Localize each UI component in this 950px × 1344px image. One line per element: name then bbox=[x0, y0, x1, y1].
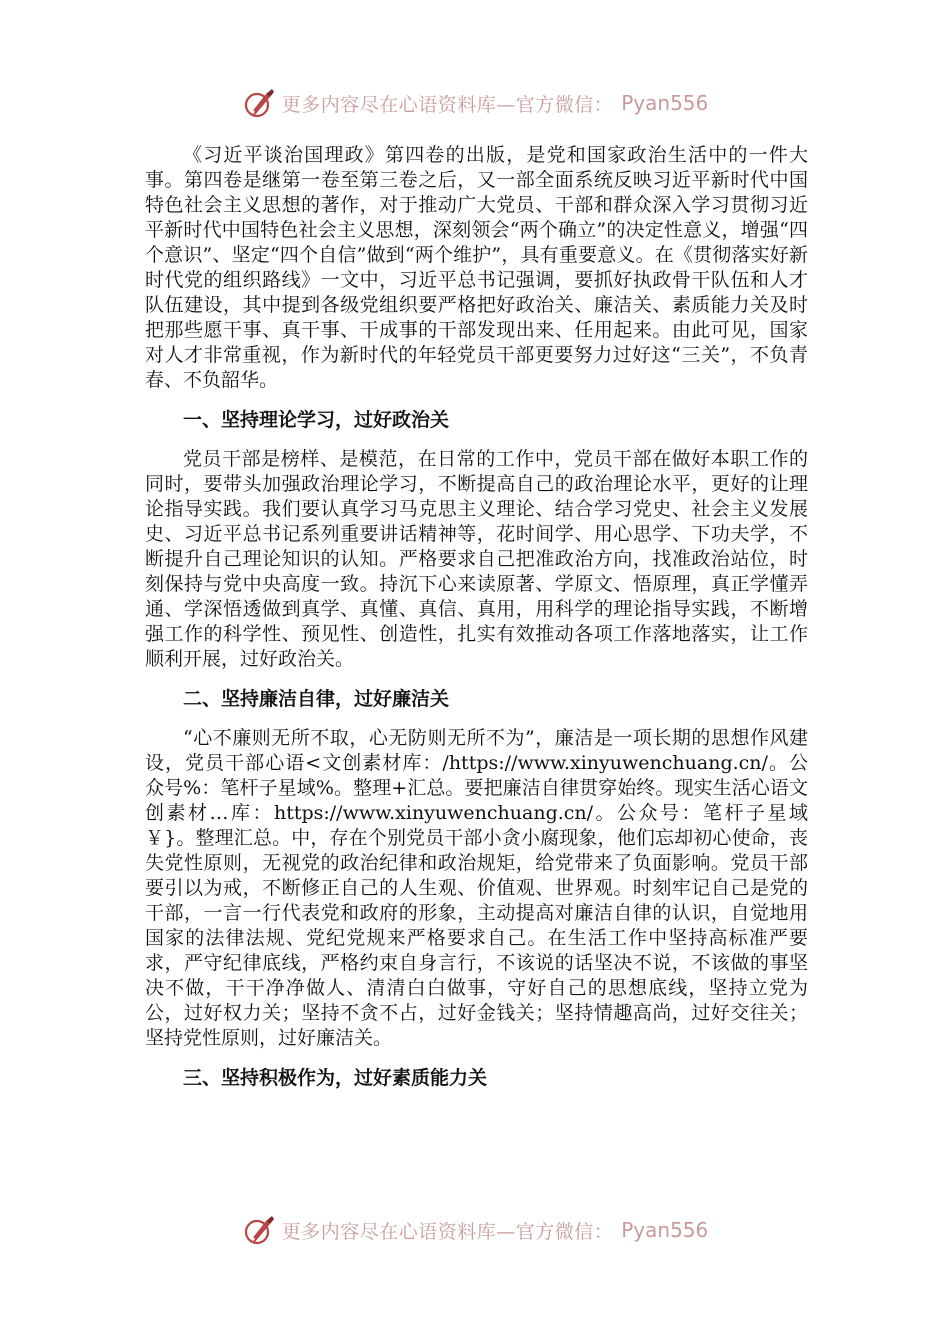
watermark-wechat-id: Pyan556 bbox=[621, 91, 709, 115]
pen-nib-logo-icon bbox=[242, 1213, 276, 1247]
section-heading-1: 一、坚持理论学习，过好政治关 bbox=[183, 409, 450, 431]
section-heading-3: 三、坚持积极作为，过好素质能力关 bbox=[183, 1067, 488, 1089]
watermark-wechat-id: Pyan556 bbox=[621, 1218, 709, 1242]
watermark-text: 更多内容尽在心语资料库—官方微信： bbox=[281, 93, 614, 116]
document-body bbox=[145, 143, 808, 1091]
section-1-paragraph: 党员干部是榜样、是模范，在日常的工作中，党员干部在做好本职工作的同时，要带头加强政治理论学习，不断提高自己的政治理论水平，更好的让理论指导实践。我们要认真学习马克思主义理论、结合学习党史、社会主义发展史、习近平总书记系列重要讲话精神等，花时间学、用心思学、下功夫学，不断提升自己理论知识的认知。严格要求自己把准政治方向，找准政治站位，时刻保持与党中央高度一致。持沉下心来读原著、学原文、悟原理，真正学懂弄通、学深悟透做到真学、真懂、真信、真用，用科学的理论指导实践，不断增强工作的科学性、预见性、创造性，扎实有效推动各项工作落地落实，让工作顺利开展，过好政治关。 bbox=[145, 448, 808, 670]
section-2-paragraph: “心不廉则无所不取，心无防则无所不为”，廉洁是一项长期的思想作风建设，党员干部心语<文创素材库：/https://www.xinyuwenchuang.cn/。公众号%：笔杆子星域%。整理+汇总。要把廉洁自律贯穿始终。现实生活心语文创素材…库：https://www.xinyuwenchuang.cn/。公众号：笔杆子星域￥}。整理汇总。中，存在个别党员干部小贪小腐现象，他们忘却初心使命，丧失党性原则，无视党的政治纪律和政治规矩，给党带来了负面影响。党员干部要引以为戒，不断修正自己的人生观、价值观、世界观。时刻牢记自己是党的干部，一言一行代表党和政府的形象，主动提高对廉洁自律的认识，自觉地用国家的法律法规、党纪党规来严格要求自己。在生活工作中坚持高标准严要求，严守纪律底线，严格约束自身言行，不该说的话坚决不说，不该做的事坚决不做，干干净净做人、清清白白做事，守好自己的思想底线，坚持立党为公，过好权力关；坚持不贪不占，过好金钱关；坚持情趣高尚，过好交往关；坚持党性原则，过好廉洁关。 bbox=[145, 727, 808, 1049]
watermark-brand bbox=[242, 1213, 709, 1247]
page-footer-watermark bbox=[0, 1213, 950, 1247]
section-heading-2: 二、坚持廉洁自律，过好廉洁关 bbox=[183, 688, 450, 710]
watermark-brand bbox=[242, 86, 709, 120]
watermark-text: 更多内容尽在心语资料库—官方微信： bbox=[281, 1220, 614, 1243]
intro-paragraph: 《习近平谈治国理政》第四卷的出版，是党和国家政治生活中的一件大事。第四卷是继第一卷至第三卷之后，又一部全面系统反映习近平新时代中国特色社会主义思想的著作，对于推动广大党员、干部和群众深入学习贯彻习近平新时代中国特色社会主义思想，深刻领会“两个确立”的决定性意义，增强“四个意识”、坚定“四个自信”做到“两个维护”，具有重要意义。在《贯彻落实好新时代党的组织路线》一文中，习近平总书记强调，要抓好执政骨干队伍和人才队伍建设，其中提到各级党组织要严格把好政治关、廉洁关、素质能力关及时把那些愿干事、真干事、干成事的干部发现出来、任用起来。由此可见，国家对人才非常重视，作为新时代的年轻党员干部更要努力过好这“三关”，不负青春、不负韶华。 bbox=[145, 144, 808, 391]
pen-nib-logo-icon bbox=[242, 86, 276, 120]
page-header-watermark bbox=[0, 86, 950, 120]
